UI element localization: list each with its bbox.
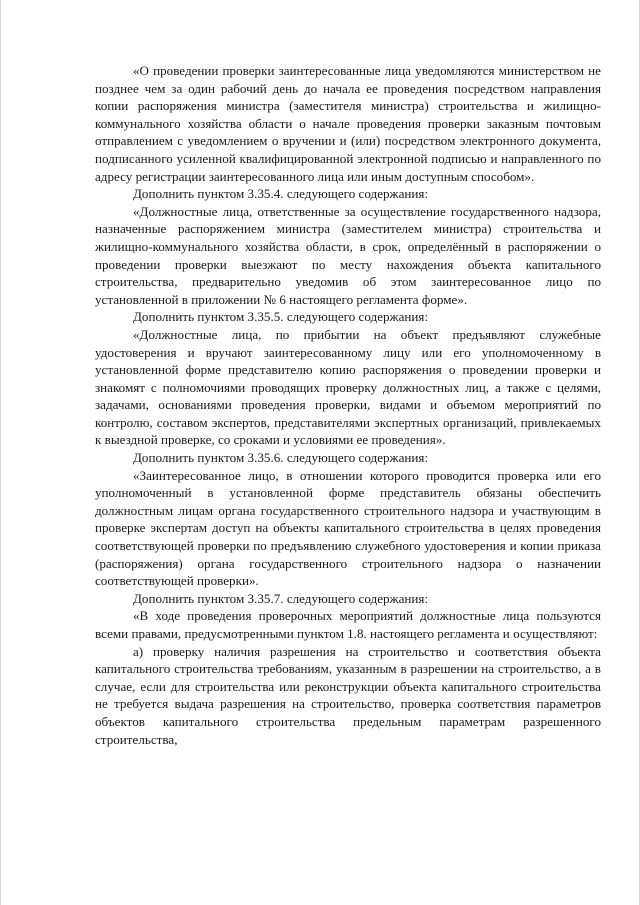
paragraph-addition-3-35-5: Дополнить пунктом 3.35.5. следующего содержания: (133, 309, 429, 325)
paragraph-addition-3-35-4: Дополнить пунктом 3.35.4. следующего содержания: (133, 186, 429, 202)
paragraph-officials-arrival-quote: «Должностные лица, по прибытии на объект предъявляют служебные удостоверения и вручают заинтересованному лицу или его уполномоченному в установленной форме представителю копию распоряжения о проведении проверки и знакомят с полномочиями проводящих проверку должностных лиц, а также с целями, задачами, основаниями проведения проверки, видами и объемом мероприятий по контролю, составом экспертов, представителями экспертных организаций, привлекаемых к выездной проверке, со сроками и условиями ее проведения». (95, 326, 601, 448)
paragraph-item-a: а) проверку наличия разрешения на строительство и соответствия объекта капитального строительства требованиям, указанным в разрешении на строительство, а в случае, если для строительства или реконструкции объекта капитального строительства не требуется выдача разрешения на строительство, проверка соответствия параметров объектов капитального строительства предельным параметрам разрешенного строительства, (95, 643, 601, 747)
paragraph-notification-quote: «О проведении проверки заинтересованные лица уведомляются министерством не позднее чем за один рабочий день до начала ее проведения посредством направления копии распоряжения министра (заместителя министра) строительства и жилищно-коммунального хозяйства области о начале проведения проверки заказным почтовым отправлением с уведомлением о вручении и (или) посредством электронного документа, подписанного усиленной квалифицированной электронной подписью и направленного по адресу регистрации заинтересованного лица или иным доступным способом». (95, 63, 601, 184)
paragraph-inspection-rights-quote: «В ходе проведения проверочных мероприятий должностные лица пользуются всеми правами, предусмотренными пунктом 1.8. настоящего регламента и осуществляют: (95, 608, 601, 641)
paragraph-addition-3-35-6: Дополнить пунктом 3.35.6. следующего содержания: (133, 450, 429, 466)
paragraph-interested-person-quote: «Заинтересованное лицо, в отношении которого проводится проверка или его уполномоченный в установленной форме представитель обязаны обеспечить должностным лицам органа государственного строительного надзора и участвующим в проверке экспертам доступ на объекты капитального строительства в целях проведения соответствующей проверки по предъявлению служебного удостоверения и копии приказа (распоряжения) органа государственного строительного надзора о назначении соответствующей проверки». (95, 467, 601, 589)
paragraph-officials-visit-quote: «Должностные лица, ответственные за осуществление государственного надзора, назначенные распоряжением министра (заместителем министра) строительства и жилищно-коммунального хозяйства области, в срок, определённый в распоряжении о проведении проверки выезжают по месту нахождения объекта капитального строительства, предварительно уведомив об этом заинтересованное лицо по установленной в приложении № 6 настоящего регламента форме». (95, 203, 601, 307)
paragraph-addition-3-35-7: Дополнить пунктом 3.35.7. следующего содержания: (133, 590, 429, 606)
document-body (95, 62, 601, 748)
